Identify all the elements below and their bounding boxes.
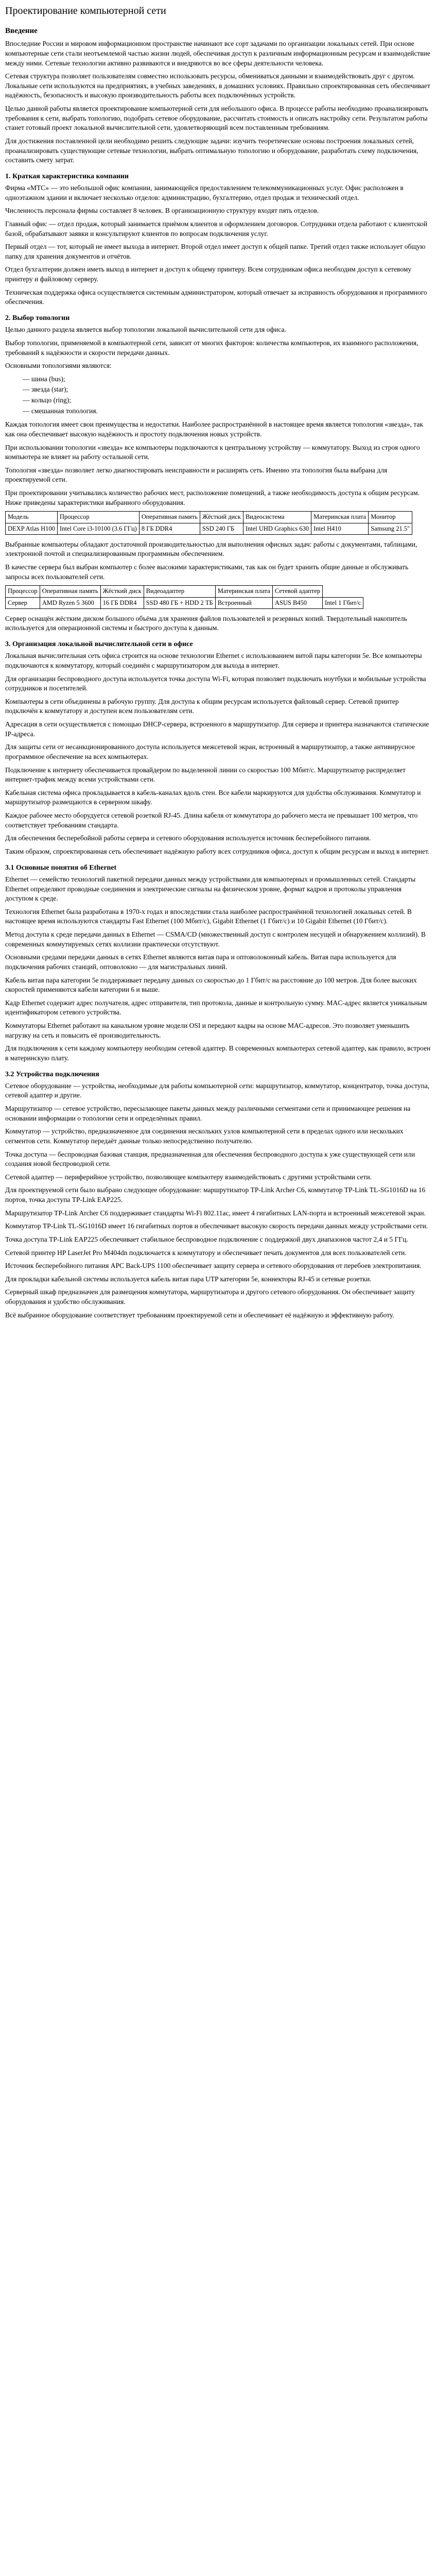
section-heading: Введение [5,26,38,35]
table-cell: 16 ГБ DDR4 [100,597,144,608]
list-item: — смешанная топология. [23,406,98,415]
paragraph: Таким образом, спроектированная сеть обеспечивает надёжную работу всех сотрудников офиса, доступ к общим ресурсам и выход в интернет. [5,847,430,855]
table-header-cell: Видеоадаптер [144,586,215,597]
paragraph: Подключение к интернету обеспечивается провайдером по выделенной линии со скоростью 100 Мбит/с. Маршрутизатор распределяет интернет-трафик между всеми устройствами сети. [5,766,406,784]
paragraph: Выбор топологии, применяемой в компьютерной сети, зависит от многих факторов: количества компьютеров, их взаимного расположения, требований к надёжности и скорости передачи данных. [5,338,418,357]
list-item: — кольцо (ring); [23,396,72,404]
paragraph: Для обеспечения бесперебойной работы сервера и сетевого оборудования используется источник бесперебойного питания. [5,834,371,842]
table-row [6,523,412,534]
paragraph: Фирма «МТС» — это небольшой офис компании, занимающейся предоставлением телекоммуникационных услуг. Офис расположен в одноэтажном здании и включает несколько отделов: администрацию, бухгалтерию, отдел продаж и технический отдел. [5,184,404,201]
paragraph: Топология «звезда» позволяет легко диагностировать неисправности и расширять сеть. Именно эта топология была выбрана для проектируемой сети. [5,466,388,484]
paragraph: Выбранные компьютеры обладают достаточной производительностью для выполнения офисных задач: работы с документами, таблицами, электронной почтой и специализированным программным обеспечением. [5,540,417,558]
section-heading: 3.1 Основные понятия об Ethernet [5,863,117,872]
paragraph: При проектировании учитывались количество рабочих мест, расположение помещений, а также необходимость доступа к общим ресурсам. Ниже приведены характеристики выбранного оборудования. [5,489,420,506]
table-header-cell: Сетевой адаптер [272,586,322,597]
list-item: — шина (bus); [23,375,65,383]
table-cell: Встроенный [215,597,272,608]
paragraph: Сетевой принтер HP LaserJet Pro M404dn подключается к коммутатору и обеспечивает печать документов для всех пользователей сети. [5,1248,407,1257]
table-header-cell: Оперативная память [139,512,200,523]
table-cell: Intel Core i3-10100 (3.6 ГГц) [57,523,139,534]
paragraph: Коммутатор — устройство, предназначенное для соединения нескольких узлов компьютерной сети в пределах одного или нескольких сегментов сети. Коммутатор передаёт данные только непосредственно получателю. [5,1127,404,1145]
table-row [6,597,363,608]
paragraph: Локальная вычислительная сеть офиса строится на основе технологии Ethernet с использованием витой пары категории 5e. Все компьютеры подключаются к коммутатору, который соединён с маршрутизатором для выхода в интернет. [5,652,422,669]
paragraph: Техническая поддержка офиса осуществляется системным администратором, который отвечает за исправность оборудования и программного обеспечения. [5,288,427,306]
paragraph: Коммутаторы Ethernet работают на канальном уровне модели OSI и передают кадры на основе MAC-адресов. Это позволяет уменьшить нагрузку на сеть и повысить её производительность. [5,1022,410,1039]
table-cell: SSD 240 ГБ [200,523,243,534]
paragraph: Впоследние России и мировом информационном пространстве начинают все сорт задачами по организации локальных сетей. При основе компьютерные сети стали неотъемлемой частью жизни людей, обеспечивая доступ к различным информационным ресурсам и взаимодействие между ними. Сетевые технологии активно развиваются и внедряются во все сферы деятельности человека. [5,40,430,67]
section-heading: 3.2 Устройства подключения [5,1070,99,1078]
paragraph: Главный офис — отдел продаж, который занимается приёмом клиентов и оформлением договоров. Сотрудники отдела работают с клиентской базой, обрабатывают заявки и консультируют клиентов по вопросам подключения услуг. [5,219,428,238]
paragraph: Точка доступа TP-Link EAP225 обеспечивает стабильное беспроводное подключение с поддержкой двух диапазонов частот 2,4 и 5 ГГц. [5,1235,408,1243]
table-cell: Samsung 21.5" [369,523,412,534]
section-heading: 2. Выбор топологии [5,314,70,322]
table-cell: 8 ГБ DDR4 [139,523,200,534]
table-header-cell: Процессор [57,512,139,523]
bullet-list [5,375,431,416]
paragraph: Метод доступа к среде передачи данных в Ethernet — CSMA/CD (множественный доступ с контролем несущей и обнаружением коллизий). В современных коммутируемых сетях коллизии практически отсутствуют. [5,930,426,948]
computer-spec-table [5,511,412,535]
table-header-cell: Материнская плата [215,586,272,597]
table-cell: Сервер [6,597,40,608]
paragraph: Технология Ethernet была разработана в 1970-х годах и впоследствии стала наиболее распространённой технологией локальных сетей. В настоящее время используются стандарты Fast Ethernet (100 Мбит/с), Gigabit Ethernet (1 Гбит/с) и 10 Gigabit Ethernet (10 Гбит/с). [5,907,412,925]
paragraph: Целью данного раздела является выбор топологии локальной вычислительной сети для офиса. [5,326,286,334]
paragraph: Маршрутизатор — сетевое устройство, пересылающее пакеты данных между различными сегментами сети и принимающее решения на основании информации о топологии сети и определённых правил. [5,1105,411,1122]
paragraph: Сетевая структура позволяет пользователям совместно использовать ресурсы, обмениваться данными и взаимодействовать друг с другом. Локальные сети используются на предприятиях, в учебных заведениях, в домашних условиях. Правильно спроектированная сеть обеспечивает надёжность, безопасность и высокую производительность работы всех подключённых устройств. [5,72,430,99]
paragraph: Кадр Ethernet содержит адрес получателя, адрес отправителя, тип протокола, данные и контрольную сумму. MAC-адрес является уникальным идентификатором сетевого устройства. [5,998,427,1016]
table-header-cell: Видеосистема [243,512,311,523]
table-cell: AMD Ryzen 5 3600 [40,597,100,608]
table-header-cell: Жёсткий диск [200,512,243,523]
table-header-cell: Жёсткий диск [100,586,144,597]
server-spec-table [5,585,363,609]
table-cell: Intel 1 Гбит/с [323,597,363,608]
paragraph: В качестве сервера был выбран компьютер с более высокими характеристиками, так как он будет хранить общие данные и обслуживать запросы всех пользователей сети. [5,563,409,581]
document-body [5,26,431,1320]
paragraph: Для достижения поставленной цели необходимо решить следующие задачи: изучить теоретические основы построения локальных сетей, проанализировать существующие сетевые технологии, выбрать оптимальную топологию и оборудование, разработать схему подключения, составить смету затрат. [5,137,418,164]
paragraph: Для защиты сети от несанкционированного доступа используется межсетевой экран, встроенный в маршрутизатор, а также антивирусное программное обеспечение на всех компьютерах. [5,743,415,760]
paragraph: Ethernet — семейство технологий пакетной передачи данных между устройствами для компьютерных и промышленных сетей. Стандарты Ethernet определяют проводные соединения и электрические сигналы на физическом уровне, формат кадров и протоколы управления доступом к среде. [5,875,416,903]
table-header-cell: Процессор [6,586,40,597]
list-item: — звезда (star); [23,385,68,394]
table-header-cell: Материнская плата [311,512,369,523]
paragraph: Кабельная система офиса прокладывается в кабель-каналах вдоль стен. Все кабели маркируются для удобства обслуживания. Коммутатор и маршрутизатор размещаются в серверном шкафу. [5,788,421,806]
paragraph: Для подключения к сети каждому компьютеру необходим сетевой адаптер. В современных компьютерах сетевой адаптер, как правило, встроен в материнскую плату. [5,1044,431,1062]
table-header-row [6,512,412,523]
table-cell: Intel H410 [311,523,369,534]
paragraph: Основными топологиями являются: [5,362,112,370]
paragraph: Отдел бухгалтерии должен иметь выход в интернет и доступ к общему принтеру. Всем сотрудникам офиса необходим доступ к сетевому принтеру и файловому серверу. [5,265,412,283]
paragraph: Первый отдел — тот, который не имеет выхода в интернет. Второй отдел имеет доступ к общей папке. Третий отдел также использует общую папку для хранения документов и отчётов. [5,243,426,260]
table-cell: Intel UHD Graphics 630 [243,523,311,534]
paragraph: Для прокладки кабельной системы используется кабель витая пара UTP категории 5e, коннекторы RJ-45 и сетевые розетки. [5,1275,372,1283]
paragraph: Серверный шкаф предназначен для размещения коммутатора, маршрутизатора и другого сетевого оборудования. Он обеспечивает защиту оборудования и удобство обслуживания. [5,1288,415,1306]
paragraph: Сетевой адаптер — периферийное устройство, позволяющее компьютеру взаимодействовать с другими устройствами сети. [5,1173,372,1181]
paragraph: Кабель витая пара категории 5e поддерживает передачу данных со скоростью до 1 Гбит/с на расстояние до 100 метров. Для более высоких скоростей применяются кабели категории 6 и выше. [5,976,417,994]
table-header-cell: Оперативная память [40,586,100,597]
paragraph: Источник бесперебойного питания APC Back-UPS 1100 обеспечивает защиту сервера и сетевого оборудования от перебоев электропитания. [5,1262,422,1270]
table-cell: SSD 480 ГБ + HDD 2 ТБ [144,597,215,608]
page-title: Проектирование компьютерной сети [5,5,166,16]
paragraph: Каждое рабочее место оборудуется сетевой розеткой RJ-45. Длина кабеля от коммутатора до рабочего места не превышает 100 метров, что соответствует требованиям стандарта. [5,811,418,829]
paragraph: Для организации беспроводного доступа используется точка доступа Wi-Fi, которая позволяет подключать ноутбуки и мобильные устройства сотрудников и посетителей. [5,674,426,692]
paragraph: Целью данной работы является проектирование компьютерной сети для небольшого офиса. В процессе работы необходимо проанализировать требования к сети, выбрать топологию, подобрать сетевое оборудование, рассчитать стоимость и описать настройку сети. Результатом работы станет готовый проект локальной вычислительной сети, удовлетворяющий всем поставленным требованиям. [5,105,428,132]
paragraph: Численность персонала фирмы составляет 8 человек. В организационную структуру входят пять отделов. [5,207,319,215]
table-header-row [6,586,363,597]
section-heading: 1. Краткая характеристика компании [5,172,129,180]
table-cell: DEXP Atlas H100 [6,523,58,534]
paragraph: Для проектируемой сети было выбрано следующее оборудование: маршрутизатор TP-Link Archer C6, коммутатор TP-Link TL-SG1016D на 16 портов, точка доступа TP-Link EAP225. [5,1186,426,1204]
paragraph: Сервер оснащён жёстким диском большого объёма для хранения файлов пользователей и резервных копий. Твердотельный накопитель используется для операционной системы и быстрого доступа к данным. [5,614,407,632]
table-header-cell: Модель [6,512,58,523]
paragraph: Точка доступа — беспроводная базовая станция, предназначенная для обеспечения беспроводного доступа к уже существующей сети или создания новой беспроводной сети. [5,1150,415,1168]
paragraph: Коммутатор TP-Link TL-SG1016D имеет 16 гигабитных портов и обеспечивает высокую скорость передачи данных между устройствами сети. [5,1222,428,1230]
paragraph: Основными средами передачи данных в сетях Ethernet являются витая пара и оптоволоконный кабель. Витая пара используется для подключения рабочих станций, оптоволокно — для магистральных линий. [5,953,396,971]
paragraph: Маршрутизатор TP-Link Archer C6 поддерживает стандарты Wi-Fi 802.11ac, имеет 4 гигабитных LAN-порта и встроенный межсетевой экран. [5,1209,426,1217]
paragraph: Сетевое оборудование — устройства, необходимые для работы компьютерной сети: маршрутизатор, коммутатор, концентратор, точка доступа, сетевой адаптер и другие. [5,1081,430,1099]
section-heading: 3. Организация локальной вычислительной сети в офисе [5,640,193,649]
paragraph: Всё выбранное оборудование соответствует требованиям проектируемой сети и обеспечивает её надёжную и эффективную работу. [5,1311,394,1319]
table-cell: ASUS B450 [272,597,322,608]
paragraph: Каждая топология имеет свои преимущества и недостатки. Наиболее распространённой в настоящее время является топология «звезда», так как она обеспечивает высокую надёжность и простоту подключения новых устройств. [5,420,423,438]
paragraph: Компьютеры в сети объединены в рабочую группу. Для доступа к общим ресурсам используется файловый сервер. Сетевой принтер подключён к коммутатору и доступен всем пользователям сети. [5,697,399,715]
table-header-cell: Монитор [369,512,412,523]
paragraph: Адресация в сети осуществляется с помощью DHCP-сервера, встроенного в маршрутизатор. Для сервера и принтера назначаются статические IP-адреса. [5,720,429,738]
paragraph: При использовании топологии «звезда» все компьютеры подключаются к центральному устройству — коммутатору. Выход из строя одного компьютера не влияет на работу остальной сети. [5,443,420,461]
